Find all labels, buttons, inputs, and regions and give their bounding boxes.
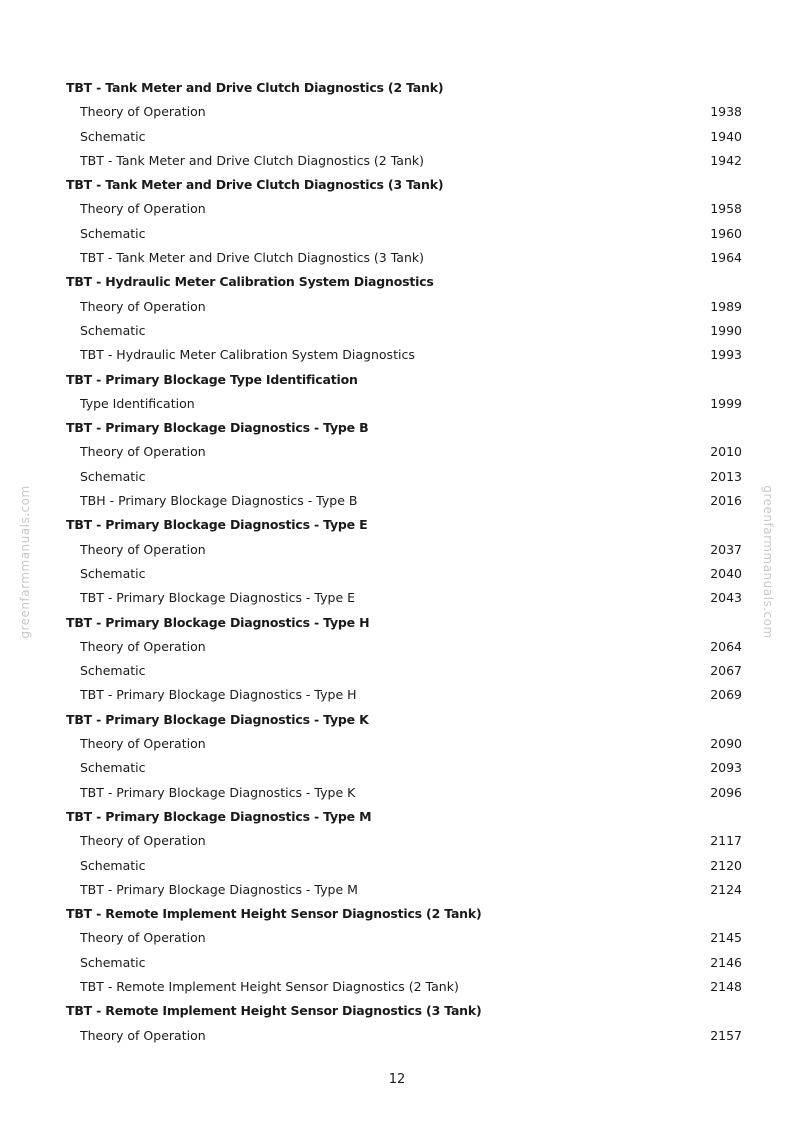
toc-heading-title: TBT - Primary Blockage Type Identification	[66, 371, 358, 387]
toc-entry-page-number: 2096	[710, 784, 742, 800]
toc-entry-page-number: 2040	[710, 565, 742, 581]
toc-entry[interactable]	[0, 100, 794, 124]
toc-entry-title: Schematic	[80, 565, 146, 581]
toc-entry[interactable]	[0, 125, 794, 149]
toc-entry[interactable]	[0, 295, 794, 319]
toc-heading-title: TBT - Primary Blockage Diagnostics - Type K	[66, 711, 369, 727]
toc-entry-page-number: 2037	[710, 541, 742, 557]
toc-entry-page-number: 1940	[710, 128, 742, 144]
toc-entry-page-number: 2148	[710, 978, 742, 994]
toc-entry-title: TBT - Primary Blockage Diagnostics - Type E	[80, 590, 355, 606]
toc-entry[interactable]	[0, 878, 794, 902]
toc-entry[interactable]	[0, 829, 794, 853]
toc-entry[interactable]	[0, 781, 794, 805]
page-number: 12	[388, 1072, 406, 1087]
toc-entry-page-number: 2093	[710, 760, 742, 776]
toc-entry-page-number: 2157	[710, 1027, 742, 1043]
toc-entry[interactable]	[0, 222, 794, 246]
toc-entry-page-number: 2090	[710, 736, 742, 752]
toc-entry-title: Schematic	[80, 128, 146, 144]
toc-entry-page-number: 1958	[710, 201, 742, 217]
toc-entry[interactable]	[0, 343, 794, 367]
toc-entry[interactable]	[0, 246, 794, 270]
toc-entry[interactable]	[0, 854, 794, 878]
toc-entry-title: Schematic	[80, 322, 146, 338]
toc-entry-title: Theory of Operation	[80, 930, 206, 946]
toc-entry-title: Theory of Operation	[80, 298, 206, 314]
toc-entry-title: Schematic	[80, 225, 146, 241]
toc-entry-page-number: 2069	[710, 687, 742, 703]
toc-entry[interactable]	[0, 538, 794, 562]
toc-entry[interactable]	[0, 659, 794, 683]
toc-heading-title: TBT - Tank Meter and Drive Clutch Diagnostics (3 Tank)	[66, 177, 444, 193]
toc-entry-title: Schematic	[80, 468, 146, 484]
toc-section-heading	[0, 416, 794, 440]
toc-entry-page-number: 2016	[710, 493, 742, 509]
toc-entry-page-number: 1938	[710, 104, 742, 120]
toc-entry[interactable]	[0, 465, 794, 489]
toc-entry-title: Theory of Operation	[80, 444, 206, 460]
toc-entry-title: Schematic	[80, 857, 146, 873]
toc-section-heading	[0, 368, 794, 392]
toc-entry-page-number: 2145	[710, 930, 742, 946]
toc-entry-title: Theory of Operation	[80, 638, 206, 654]
toc-entry-title: Theory of Operation	[80, 1027, 206, 1043]
toc-entry-title: TBT - Remote Implement Height Sensor Diagnostics (2 Tank)	[80, 978, 459, 994]
toc-entry-title: TBT - Primary Blockage Diagnostics - Type K	[80, 784, 356, 800]
toc-entry-page-number: 1990	[710, 322, 742, 338]
toc-entry-title: Theory of Operation	[80, 736, 206, 752]
toc-entry[interactable]	[0, 149, 794, 173]
toc-entry[interactable]	[0, 319, 794, 343]
toc-entry-title: TBH - Primary Blockage Diagnostics - Type B	[80, 493, 358, 509]
toc-entry-page-number: 2117	[710, 833, 742, 849]
toc-section-heading	[0, 76, 794, 100]
toc-entry[interactable]	[0, 683, 794, 707]
toc-entry-title: Theory of Operation	[80, 104, 206, 120]
toc-heading-title: TBT - Remote Implement Height Sensor Diagnostics (3 Tank)	[66, 1003, 482, 1019]
toc-entry[interactable]	[0, 197, 794, 221]
toc-entry-page-number: 2010	[710, 444, 742, 460]
toc-entry-page-number: 2043	[710, 590, 742, 606]
toc-entry[interactable]	[0, 1024, 794, 1048]
toc-entry-title: Theory of Operation	[80, 833, 206, 849]
toc-heading-title: TBT - Hydraulic Meter Calibration System Diagnostics	[66, 274, 434, 290]
toc-entry-page-number: 2124	[710, 881, 742, 897]
toc-entry-page-number: 2067	[710, 663, 742, 679]
toc-section-heading	[0, 902, 794, 926]
watermark-right-text: greenfarmmanuals.com	[761, 485, 775, 639]
toc-entry-title: Type Identification	[80, 395, 195, 411]
toc-section-heading	[0, 805, 794, 829]
toc-entry-page-number: 2064	[710, 638, 742, 654]
toc-entry-title: TBT - Primary Blockage Diagnostics - Type H	[80, 687, 357, 703]
toc-heading-title: TBT - Primary Blockage Diagnostics - Type B	[66, 420, 369, 436]
toc-entry-page-number: 1960	[710, 225, 742, 241]
table-of-contents	[0, 76, 794, 1048]
toc-heading-title: TBT - Remote Implement Height Sensor Diagnostics (2 Tank)	[66, 906, 482, 922]
toc-section-heading	[0, 999, 794, 1023]
toc-entry-page-number: 1964	[710, 250, 742, 266]
toc-section-heading	[0, 173, 794, 197]
toc-entry-title: Schematic	[80, 954, 146, 970]
toc-entry-page-number: 1999	[710, 395, 742, 411]
toc-entry-title: Theory of Operation	[80, 541, 206, 557]
toc-entry-page-number: 1942	[710, 152, 742, 168]
toc-entry-page-number: 2120	[710, 857, 742, 873]
toc-entry-title: TBT - Primary Blockage Diagnostics - Type M	[80, 881, 358, 897]
toc-heading-title: TBT - Primary Blockage Diagnostics - Type E	[66, 517, 368, 533]
toc-entry-title: Schematic	[80, 760, 146, 776]
toc-entry-page-number: 1993	[710, 347, 742, 363]
toc-entry-page-number: 1989	[710, 298, 742, 314]
toc-entry[interactable]	[0, 635, 794, 659]
toc-section-heading	[0, 708, 794, 732]
toc-heading-title: TBT - Tank Meter and Drive Clutch Diagnostics (2 Tank)	[66, 80, 444, 95]
toc-entry-title: TBT - Tank Meter and Drive Clutch Diagnostics (2 Tank)	[80, 152, 425, 168]
toc-entry-title: Schematic	[80, 663, 146, 679]
toc-heading-title: TBT - Primary Blockage Diagnostics - Type M	[66, 808, 372, 824]
toc-entry[interactable]	[0, 562, 794, 586]
toc-section-heading	[0, 270, 794, 294]
toc-entry[interactable]	[0, 732, 794, 756]
toc-entry-title: TBT - Tank Meter and Drive Clutch Diagnostics (3 Tank)	[80, 250, 425, 266]
toc-section-heading	[0, 513, 794, 537]
toc-entry[interactable]	[0, 489, 794, 513]
toc-entry-title: TBT - Hydraulic Meter Calibration System Diagnostics	[80, 347, 415, 363]
toc-entry-page-number: 2146	[710, 954, 742, 970]
watermark-left-text: greenfarmmanuals.com	[18, 485, 32, 639]
toc-entry[interactable]	[0, 756, 794, 780]
toc-entry[interactable]	[0, 926, 794, 950]
toc-heading-title: TBT - Primary Blockage Diagnostics - Type H	[66, 614, 370, 630]
toc-entry[interactable]	[0, 440, 794, 464]
toc-section-heading	[0, 611, 794, 635]
toc-entry[interactable]	[0, 392, 794, 416]
toc-entry-title: Theory of Operation	[80, 201, 206, 217]
toc-entry[interactable]	[0, 586, 794, 610]
toc-entry[interactable]	[0, 951, 794, 975]
toc-entry[interactable]	[0, 975, 794, 999]
toc-entry-page-number: 2013	[710, 468, 742, 484]
